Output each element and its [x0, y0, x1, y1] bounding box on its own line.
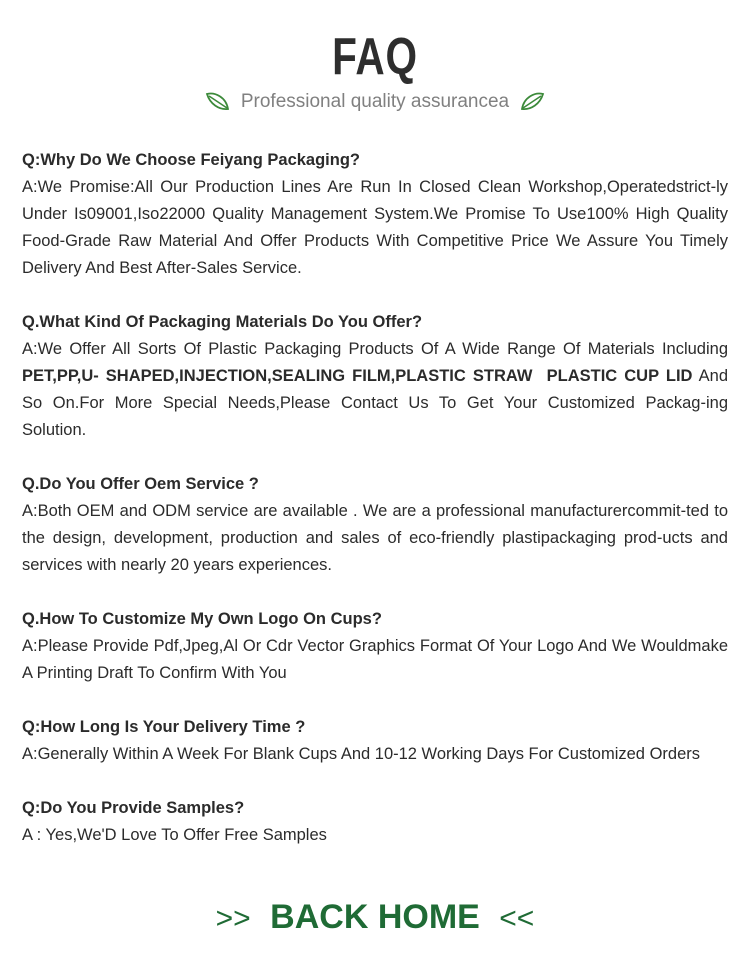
faq-answer: A : Yes,We'D Love To Offer Free Samples [22, 826, 327, 844]
faq-question: Q:How Long Is Your Delivery Time ? [22, 718, 306, 736]
faq-answer [22, 336, 728, 444]
faq-answer: A:Both OEM and ODM service are available . We are a professional manufacturercommit-ted to the design, development, production and sales of eco-friendly plastipackaging prod-ucts and services with nearly 20 years experiences. [22, 502, 728, 574]
faq-answer-materials: PET,PP,U- SHAPED,INJECTION,SEALING FILM,PLASTIC STRAW PLASTIC CUP LID [22, 367, 693, 385]
faq-item [22, 471, 728, 579]
faq-question: Q:Why Do We Choose Feiyang Packaging? [22, 151, 360, 169]
faq-answer: A:Generally Within A Week For Blank Cups And 10-12 Working Days For Customized Orders [22, 745, 700, 763]
subtitle-row [0, 88, 750, 116]
faq-answer: A:We Promise:All Our Production Lines Are Run In Closed Clean Workshop,Operatedstrict-ly Under Is09001,Iso22000 Quality Management System.We Promise To Use100% High Quality Food-Grade Raw Material And Offer Products With Competitive Price We Assure You Timely Delivery And Best After-Sales Service. [22, 178, 728, 277]
leaf-left-icon [205, 91, 231, 113]
faq-item [22, 606, 728, 687]
faq-item [22, 147, 728, 282]
faq-answer-prefix: A:We Offer All Sorts Of Plastic Packaging Products Of A Wide Range Of Materials Including [22, 340, 728, 358]
page-subtitle: Professional quality assurancea [240, 91, 510, 112]
faq-item [22, 714, 728, 768]
faq-answer: A:Please Provide Pdf,Jpeg,Al Or Cdr Vector Graphics Format Of Your Logo And We Wouldmake A Printing Draft To Confirm With You [22, 637, 728, 682]
back-home-label: BACK HOME [270, 898, 480, 936]
faq-header [0, 22, 750, 92]
faq-question: Q.How To Customize My Own Logo On Cups? [22, 610, 382, 628]
faq-item [22, 309, 728, 444]
faq-answer-suffix: And So On.For More Special Needs,Please Contact Us To Get Your Customized Packag-ing Solution. [22, 367, 728, 439]
faq-question: Q.What Kind Of Packaging Materials Do You Offer? [22, 313, 423, 331]
back-home-left-arrows: >> [215, 902, 251, 935]
faq-question: Q.Do You Offer Oem Service ? [22, 475, 259, 493]
leaf-right-icon [519, 91, 545, 113]
back-home-link[interactable] [0, 893, 750, 943]
back-home-right-arrows: << [499, 902, 535, 935]
faq-list [22, 147, 728, 876]
faq-item [22, 795, 728, 849]
page-title: FAQ [332, 28, 418, 86]
faq-question: Q:Do You Provide Samples? [22, 799, 245, 817]
